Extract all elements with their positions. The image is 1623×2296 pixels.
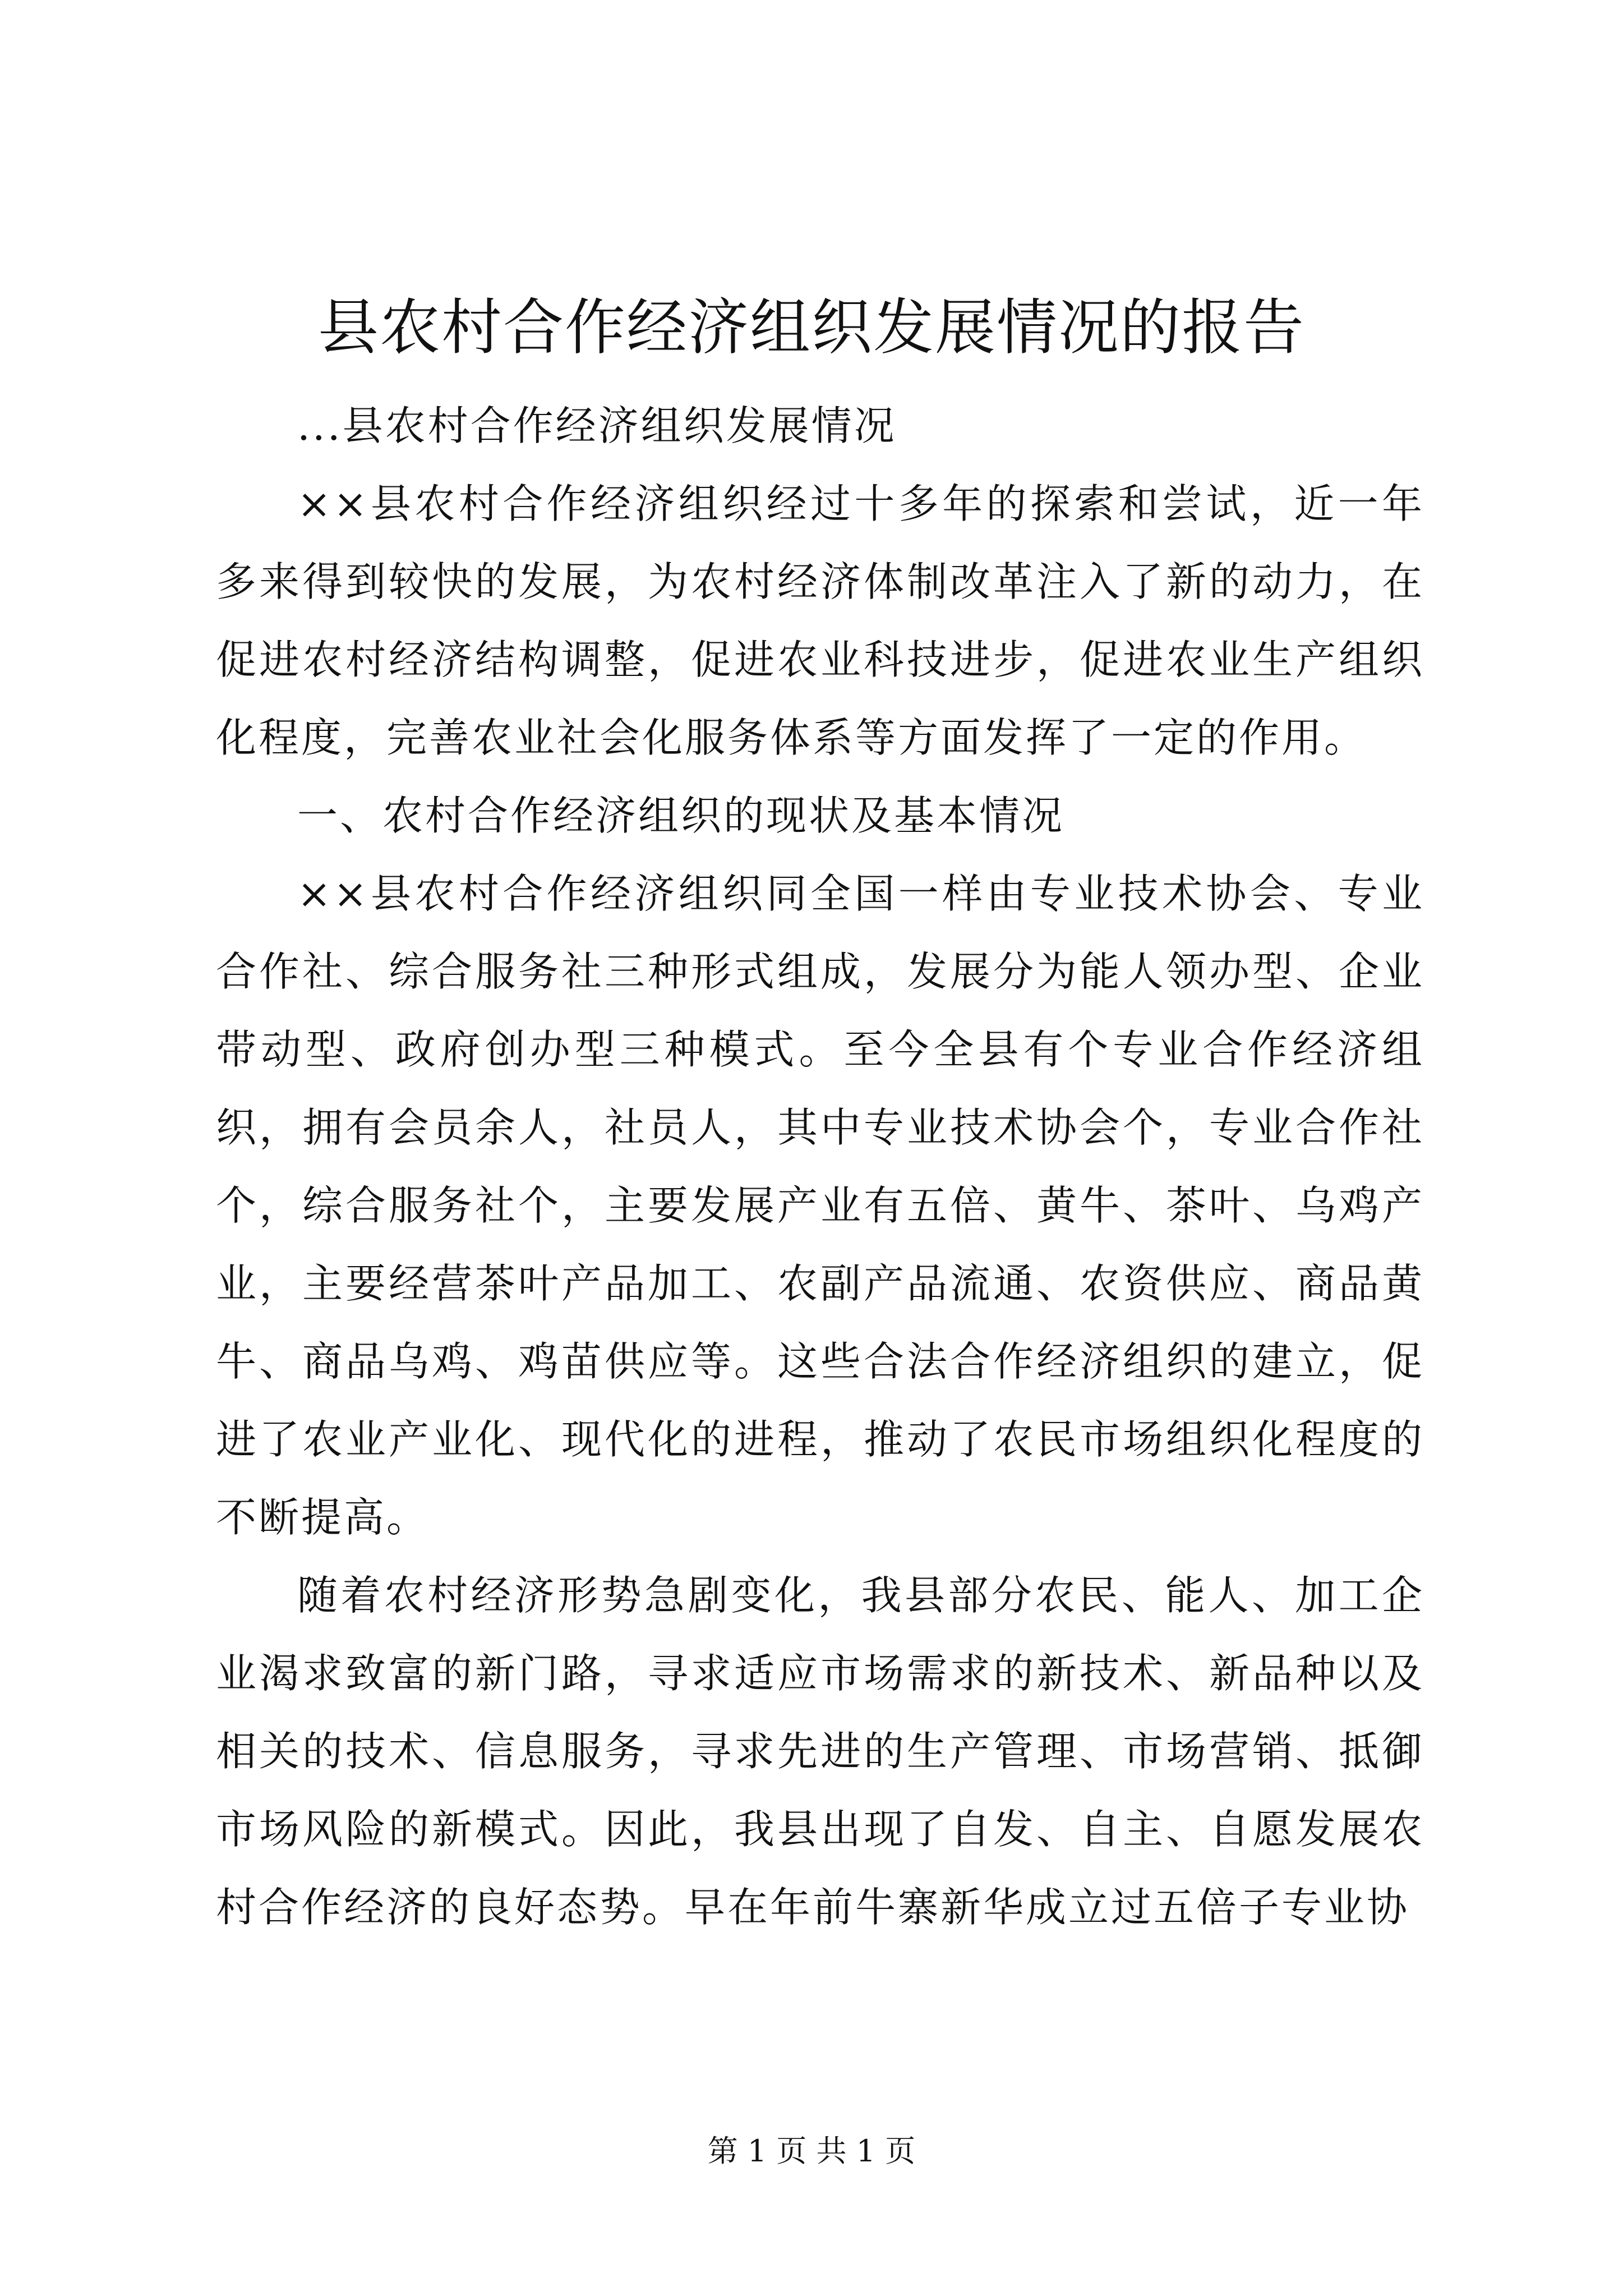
intro-paragraph: ××县农村合作经济组织经过十多年的探索和尝试，近一年多来得到较快的发展，为农村经济体制改革注入了新的动力，在促进农村经济结构调整，促进农业科技进步，促进农业生产组织化程度，完善农业社会化服务体系等方面发挥了一定的作用。 xyxy=(216,480,1424,761)
document-title: 县农村合作经济组织发展情况的报告 xyxy=(317,293,1305,363)
section-heading: 一、农村合作经济组织的现状及基本情况 xyxy=(297,792,1065,839)
subtitle-paragraph: ...县农村合作经济组织发展情况 xyxy=(297,402,897,449)
development-paragraph: 随着农村经济形势急剧变化，我县部分农民、能人、加工企业渴求致富的新门路，寻求适应市场需求的新技术、新品种以及相关的技术、信息服务，寻求先进的生产管理、市场营销、抵御市场风险的新模式。因此，我县出现了自发、自主、自愿发展农村合作经济的良好态势。早在年前牛寨新华成立过五倍子专业协 xyxy=(216,1572,1424,1931)
page-number-footer: 第 1 页 共 1 页 xyxy=(707,2133,916,2169)
document-body xyxy=(216,387,1424,1947)
status-paragraph: ××县农村合作经济组织同全国一样由专业技术协会、专业合作社、综合服务社三种形式组成，发展分为能人领办型、企业带动型、政府创办型三种模式。至今全县有个专业合作经济组织，拥有会员余人，社员人，其中专业技术协会个，专业合作社个，综合服务社个，主要发展产业有五倍、黄牛、茶叶、乌鸡产业，主要经营茶叶产品加工、农副产品流通、农资供应、商品黄牛、商品乌鸡、鸡苗供应等。这些合法合作经济组织的建立，促进了农业产业化、现代化的进程，推动了农民市场组织化程度的不断提高。 xyxy=(216,870,1424,1541)
